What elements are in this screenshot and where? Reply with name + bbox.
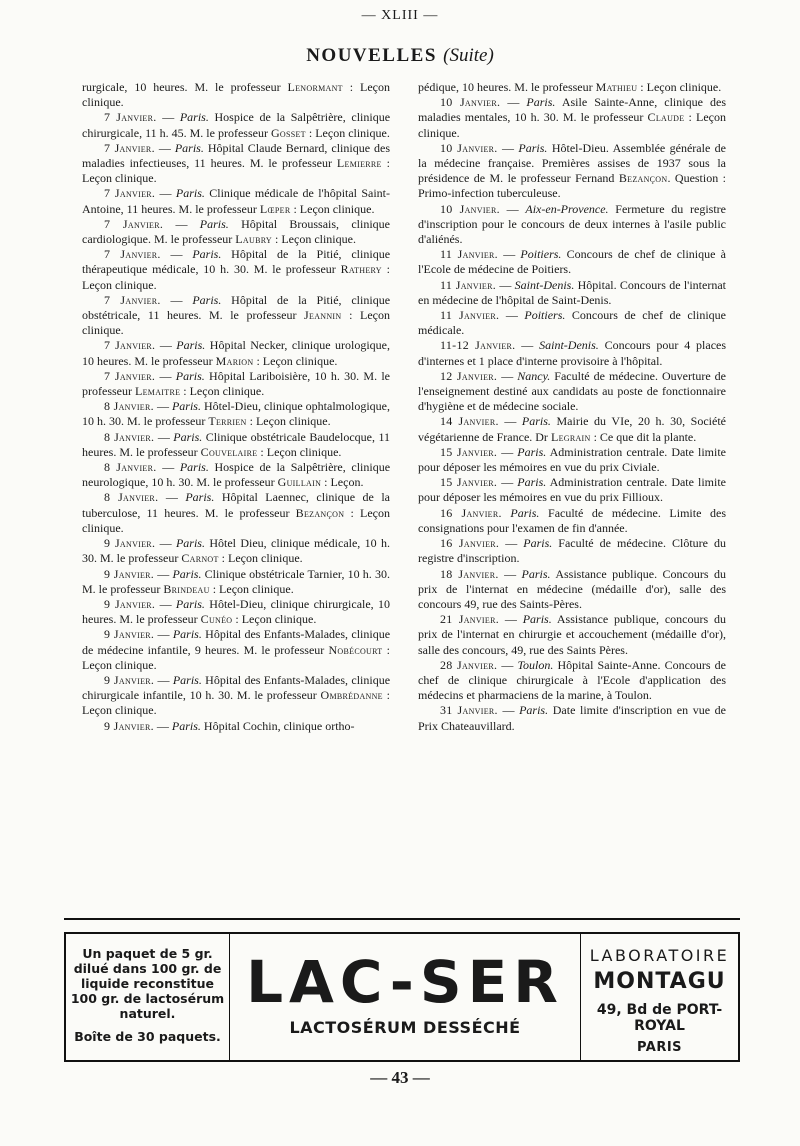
entry-text: Hôpital des Enfants-Malades, clinique de médecine infantile, 9 heures. M. le professeur [82,627,391,657]
entry-city: Paris. [175,596,205,611]
entry-text: — [497,475,518,490]
entry-text: : Leçon clinique. [257,444,342,459]
entry-date: 15 Janvier. [440,444,498,459]
entry-text: — [497,703,520,718]
entry-city: Paris. [510,505,540,520]
entry-text: — [500,95,527,110]
entry-text: — [498,566,522,581]
entry-text: Clinique médicale de l'hôpital Saint-Antoine, 11 heures. M. le professeur [82,186,391,216]
ad-lab-line2: MONTAGU [593,969,726,994]
entry-date: 21 Janvier. [440,612,500,627]
entry-text: : Leçon clinique. [305,125,390,140]
news-entry [418,536,726,566]
entry-text: — [155,186,176,201]
news-entry [82,460,390,490]
entry-text: — [153,718,172,733]
entry-date: 9 Janvier. [104,566,155,581]
entry-city: Poitiers. [520,247,562,262]
entry-text: — [163,216,200,231]
entry-city: Paris. [192,247,222,262]
entry-city: Paris. [192,292,222,307]
entry-name: Legrain [550,429,591,444]
entry-city: Paris. [172,672,202,687]
entry-text: Hospice de la Salpêtrière, clinique chirurgicale, 11 h. 45. M. le professeur [82,110,391,140]
ad-laboratory-panel [580,934,738,1060]
entry-text: — [154,566,173,581]
entry-text: — [155,596,176,611]
entry-name: Guillain [277,475,322,490]
entry-text: — [497,368,518,383]
entry-text: Hôtel-Dieu. Assemblée générale de la médecine française. Premières assises de 1937 sous la présidence de M. le professeur Fernand [418,140,726,186]
entry-text: — [497,657,518,672]
entry-text: — [153,399,172,414]
ad-lab-line1: LABORATOIRE [589,946,730,965]
entry-name: Nobécourt [328,642,383,657]
entry-city: Paris. [185,490,215,505]
entry-city: Paris. [172,566,202,581]
ad-lab-address: 49, Bd de PORT-ROYAL [596,1002,723,1034]
news-entry [82,567,390,597]
entry-text: : Leçon clinique. [180,384,265,399]
entry-text: Assistance publique. Concours du prix de l'internat en médecine (médaille d'or), salle des concours 49, rue des Saints-Pères. [418,566,726,611]
entry-city: Paris. [179,460,209,475]
entry-text: : Leçon clinique. [637,80,722,94]
entry-text: — [497,140,519,155]
news-entry [82,110,390,140]
entry-text: : Leçon clinique. [82,505,390,535]
news-entry [418,475,726,505]
news-entry [418,278,726,308]
news-entry [418,95,726,141]
entry-date: 28 Janvier. [440,657,498,672]
entry-text: Clinique obstétricale Baudelocque, 11 heures. M. le professeur [82,429,391,459]
news-entry [418,80,726,95]
entry-text: : Leçon clinique. [272,232,356,247]
entry-text: . Question : Primo-infection tuberculeuse. [418,171,726,201]
entry-text: — [154,429,174,444]
entry-text: — [497,247,521,262]
entry-date: 7 Janvier. [104,186,156,201]
entry-text: Assistance publique, concours du prix de l'internat en chirurgie et accouchement (médaille d'or), salle des concours, 49, rue des Saints Pères. [418,612,726,657]
entry-text: Faculté de médecine. Limite des consignations pour l'examen de fin d'année. [418,505,727,535]
entry-text: : Leçon clinique. [246,414,331,429]
news-entry [82,719,390,734]
entry-date: 7 Janvier. [104,338,156,353]
entry-text: Hôpital Broussais, clinique cardiologique. M. le professeur [82,216,390,247]
entry-text: — [156,110,180,125]
entry-date: 10 Janvier. [440,140,498,155]
entry-date: 9 Janvier. [104,718,154,733]
news-entry [418,338,726,368]
entry-name: Ombrédanne [320,688,383,703]
entry-text: Hospice de la Salpêtrière, clinique neurologique, 10 h. 30. M. le professeur [82,460,391,490]
entry-text: Clinique obstétricale Tarnier, 10 h. 30. M. le professeur [82,566,390,596]
page-number: — 43 — [370,1068,430,1087]
entry-text: — [155,338,177,353]
page-title-suffix: (Suite) [443,45,494,66]
entry-city: Saint-Denis. [539,338,599,353]
entry-text: Hôpital de la Pitié, clinique thérapeutique médicale, 10 h. 30. M. le professeur [82,247,391,277]
entry-date: 8 Janvier. [104,399,154,414]
entry-text: Fermeture du registre d'inscription pour le concours de deux internes à l'asile public d'aliénés. [418,201,727,247]
entry-text: — [154,672,173,687]
entry-text: Hôtel-Dieu, clinique chirurgicale, 10 heures. M. le professeur [82,596,391,627]
entry-city: Paris. [518,140,548,155]
entry-text: Administration centrale. Date limite pour déposer les mémoires en vue du prix Fillioux. [418,475,726,505]
entry-date: 11 Janvier. [440,277,497,292]
entry-city: Paris. [517,444,547,459]
ad-description-panel [66,934,230,1060]
entry-date: 11 Janvier. [440,308,500,323]
entry-date: 7 Janvier. [104,216,164,231]
entry-date: 31 Janvier. [440,703,498,718]
entry-name: Bezançon [618,171,668,186]
news-entry [82,217,390,247]
entry-date: 8 Janvier. [104,460,157,475]
entry-text: — [498,414,522,429]
entry-text: Mairie du VIe, 20 h. 30, Société végétarienne de France. Dr [418,414,726,444]
entry-text: Hôpital Sainte-Anne. Concours de chef de clinique chirurgicale à l'Ecole d'application des médecins et pharmaciens de la marine, à Toulon. [418,657,726,703]
entry-name: Laubry [235,232,272,247]
news-entry [82,430,390,460]
entry-city: Paris. [199,216,229,231]
ad-brand-panel [230,934,580,1060]
entry-text: — [160,247,193,262]
entry-text: Hôpital Laennec, clinique de la tuberculose, 11 heures. M. le professeur [82,490,390,520]
entry-text: — [499,536,524,551]
entry-name: Claude [647,110,685,125]
entry-date: 7 Janvier. [104,292,161,307]
entry-text: — [158,490,186,505]
entry-date: 11-12 Janvier. [440,338,516,353]
entry-city: Paris. [171,718,201,733]
entry-text: Hôpital de la Pitié, clinique obstétricale, 11 heures. M. le professeur [82,292,391,323]
entry-city: Paris. [521,566,551,581]
entry-text: Concours de chef de clinique médicale. [418,308,726,338]
entry-name: Carnot [181,551,219,566]
entry-date: 10 Janvier. [440,201,500,216]
entry-city: Poitiers. [524,308,566,323]
ad-product-name: LACTOSÉRUM DESSÉCHÉ [289,1018,521,1037]
entry-text: — [499,612,523,627]
entry-date: 18 Janvier. [440,566,499,581]
news-entry [82,338,390,368]
entry-date: 7 Janvier. [104,247,161,262]
news-entry [418,414,726,444]
entry-name: Cunéo [200,612,233,627]
page-title-main: NOUVELLES [306,45,437,66]
entry-name: Brindeau [163,581,210,596]
entry-date: 8 Janvier. [104,429,155,444]
entry-date: 15 Janvier. [440,475,498,490]
entry-date: 11 Janvier. [440,247,498,262]
entry-text: Faculté de médecine. Clôture du registre d'inscription. [418,536,726,566]
entry-text: : Leçon clinique. [82,688,390,718]
entry-text: Hôtel Dieu, clinique médicale, 10 h. 30. M. le professeur [82,536,391,566]
entry-text: rurgicale, 10 heures. M. le professeur [82,80,288,94]
news-entry [82,80,390,110]
entry-city: Paris. [519,703,549,718]
entry-name: Rathery [340,262,382,277]
news-entry [418,658,726,704]
entry-city: Toulon. [517,657,554,672]
news-entry [82,399,390,429]
news-entry [418,202,726,248]
page-title [0,45,800,67]
entry-text: Hôpital Cochin, clinique ortho- [200,718,355,733]
entry-name: Jeannin [304,308,342,323]
entry-name: Couvelaire [200,444,258,459]
entry-text: Hôpital Necker, clinique urologique, 10 heures. M. le professeur [82,338,390,368]
ad-description-line: naturel. [119,1006,176,1021]
news-entry [418,445,726,475]
entry-name: Mathieu [595,80,638,94]
entry-city: Nancy. [517,368,551,383]
entry-text: : Leçon clinique. [82,308,390,338]
entry-text: — [160,292,193,307]
entry-city: Paris. [522,612,552,627]
entry-name: Lemaitre [134,384,181,399]
entry-text: : Leçon clinique. [209,581,294,596]
entry-date: 12 Janvier. [440,368,498,383]
news-entry [82,186,390,216]
entry-text: Administration centrale. Date limite pour déposer les mémoires en vue du prix Civiale. [418,444,726,475]
entry-text: Hôpital des Enfants-Malades, clinique chirurgicale infantile, 10 h. 30. M. le professeur [82,672,391,703]
entry-date: 9 Janvier. [104,536,156,551]
entry-text: Concours pour 4 places d'internes et 1 place d'interne provisoire à l'hôpital. [418,338,727,368]
entry-city: Paris. [179,110,209,125]
entry-text: — [496,277,515,292]
ad-description-line: 100 gr. de lactosérum [70,991,225,1006]
entry-text: Asile Sainte-Anne, clinique des maladies mentales, 10 h. 30. M. le professeur [418,95,726,125]
entry-city: Aix-en-Provence. [525,201,609,216]
entry-city: Paris. [521,414,551,429]
entry-city: Paris. [175,186,205,201]
entry-date: 7 Janvier. [104,368,156,383]
entry-city: Paris. [176,338,206,353]
entry-name: Terrien [208,414,247,429]
entry-text: — [155,368,176,383]
entry-text: — [499,308,525,323]
entry-text: : Leçon clinique. [82,642,390,672]
entry-city: Paris. [526,95,556,110]
ad-description-line: Un paquet de 5 gr. [82,946,213,961]
news-entry [82,673,390,719]
left-column [82,80,390,734]
separator-rule [64,918,740,920]
entry-city: Paris. [517,475,547,490]
entry-text: : Leçon clinique. [418,110,726,140]
entry-date: 10 Janvier. [440,95,501,110]
news-entry [418,141,726,202]
entry-text: : Leçon. [321,475,364,490]
entry-city: Paris. [171,399,201,414]
entry-text: : Leçon clinique. [290,201,375,216]
entry-text: — [154,627,173,642]
entry-city: Paris. [523,536,553,551]
news-entry [82,369,390,399]
entry-date: 9 Janvier. [104,672,155,687]
news-entry [82,293,390,339]
entry-text: : Leçon clinique. [253,353,338,368]
ad-brand-name: LAC-SER [246,948,564,1016]
news-entry [82,247,390,293]
entry-text: Concours de chef de clinique à l'Ecole de médecine de Poitiers. [418,247,726,277]
entry-date: 9 Janvier. [104,596,156,611]
news-entry [418,567,726,613]
entry-text: Hôpital. Concours de l'internat en médecine de l'hôpital de Saint-Denis. [418,277,726,307]
news-entry [418,506,726,536]
entry-text: — [499,201,526,216]
entry-date: 16 Janvier. [440,536,500,551]
news-entry [418,612,726,658]
entry-text: : Leçon clinique. [232,612,317,627]
entry-text: : Ce que dit la plante. [590,429,697,444]
entry-text: : Leçon clinique. [82,80,390,110]
entry-text: Hôpital Claude Bernard, clinique des maladies infectieuses, 11 heures. M. le professeur [82,140,390,171]
roman-page-number: — XLIII — [361,8,439,23]
entry-city: Paris. [174,140,204,155]
entry-city: Paris. [175,368,205,383]
entry-text: Date limite d'inscription en vue de Prix Chateauvillard. [418,703,726,733]
entry-text: — [497,444,518,459]
news-entry [418,703,726,733]
entry-name: Lenormant [287,80,343,94]
entry-text: : Leçon clinique. [218,551,303,566]
entry-text: : Leçon clinique. [82,156,390,186]
news-entry [418,369,726,415]
entry-name: Bezançon [295,505,345,520]
news-entry [82,536,390,566]
news-entry [82,141,390,187]
news-entry [418,247,726,277]
right-column [418,80,726,734]
entry-text: : Leçon clinique. [82,262,390,292]
advertisement [64,932,740,1062]
entry-text: pédique, 10 heures. M. le professeur [418,80,596,94]
entry-city: Paris. [173,429,203,444]
ad-box-info: Boîte de 30 paquets. [74,1029,221,1044]
entry-date: 9 Janvier. [104,627,155,642]
entry-name: Gosset [270,125,306,140]
entry-name: Lemierre [336,156,382,171]
entry-name: Lœper [259,201,291,216]
entry-name: Marion [215,353,254,368]
entry-date: 7 Janvier. [104,140,155,155]
entry-text: — [156,460,180,475]
ad-description-line: liquide reconstitue [80,976,215,991]
ad-description-line: dilué dans 100 gr. de [73,961,222,976]
entry-date: 8 Janvier. [104,490,159,505]
entry-text: — [155,536,176,551]
entry-city: Paris. [172,627,202,642]
entry-city: Paris. [175,536,205,551]
entry-date: 14 Janvier. [440,414,499,429]
news-entry [82,597,390,627]
ad-lab-city: PARIS [636,1040,683,1055]
entry-text: — [154,140,175,155]
entry-text: — [515,338,540,353]
entry-text: Hôtel-Dieu, clinique ophtalmologique, 10 h. 30. M. le professeur [82,399,391,429]
entry-date: 7 Janvier. [104,110,157,125]
news-entry [82,490,390,536]
entry-date: 16 Janvier. [440,505,502,520]
entry-text: Hôpital Lariboisière, 10 h. 30. M. le professeur [82,368,391,399]
news-entry [82,627,390,673]
entry-text: Faculté de médecine. Ouverture de l'enseignement destiné aux candidats au poste de fonctionnaire d'hygiène et de médecine sociale. [418,368,726,414]
news-entry [418,308,726,338]
entry-city: Saint-Denis. [514,277,575,292]
